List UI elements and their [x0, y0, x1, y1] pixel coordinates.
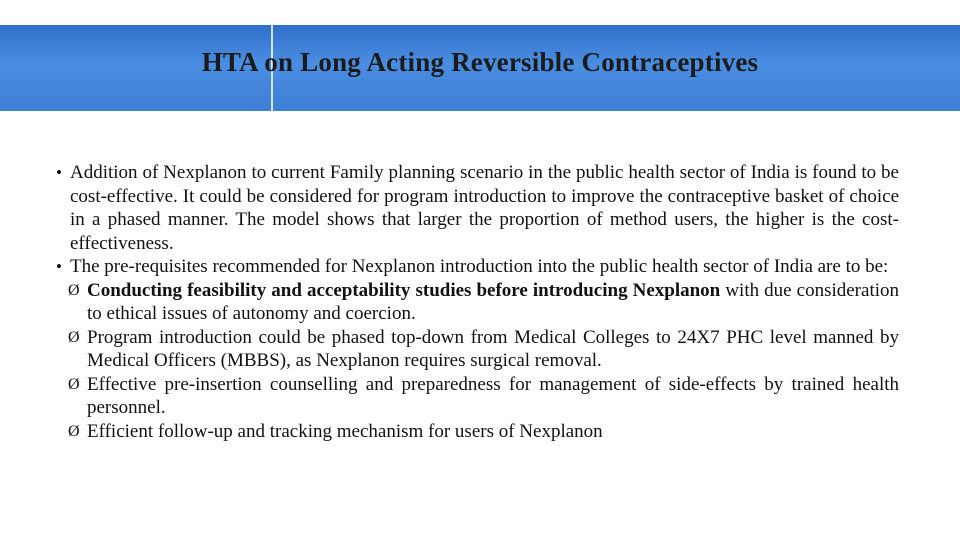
arrow-icon: Ø — [68, 281, 80, 299]
sub-bullet-item — [56, 373, 899, 420]
arrow-icon: Ø — [68, 422, 80, 440]
sub-bullet-item — [56, 279, 899, 326]
bullet-text: The pre-requisites recommended for Nexplanon introduction into the public health sector of India are to be: — [70, 256, 889, 277]
sub-bullet-text: Efficient follow-up and tracking mechanism for users of Nexplanon — [87, 420, 603, 442]
sub-bullet-item — [56, 420, 899, 444]
bullet-item — [56, 255, 899, 279]
arrow-icon: Ø — [68, 328, 80, 346]
slide-body — [56, 161, 899, 443]
arrow-icon: Ø — [68, 375, 80, 393]
bullet-icon: • — [56, 163, 62, 182]
sub-bullet-text: Program introduction could be phased top-down from Medical Colleges to 24X7 PHC level manned by Medical Officers (MBBS), as Nexplanon requires surgical removal. — [87, 326, 899, 371]
sub-bullet-text: Effective pre-insertion counselling and preparedness for management of side-effects by trained health personnel. — [87, 373, 899, 418]
sub-bullet-item — [56, 326, 899, 373]
bullet-text: Addition of Nexplanon to current Family planning scenario in the public health sector of India is found to be cost-effective. It could be considered for program introduction to improve the contraceptive basket of choice in a phased manner. The model shows that larger the proportion of method users, the higher is the cost-effectiveness. — [70, 162, 899, 254]
bullet-icon: • — [56, 257, 62, 276]
bullet-item — [56, 161, 899, 255]
sub-bullet-text: with due consideration to ethical issues of autonomy and coercion. — [87, 279, 899, 324]
slide-title: HTA on Long Acting Reversible Contraceptives — [201, 47, 759, 77]
sub-bullet-bold-text: Conducting feasibility and acceptability studies before introducing Nexplanon — [87, 279, 721, 301]
title-banner — [0, 25, 960, 111]
